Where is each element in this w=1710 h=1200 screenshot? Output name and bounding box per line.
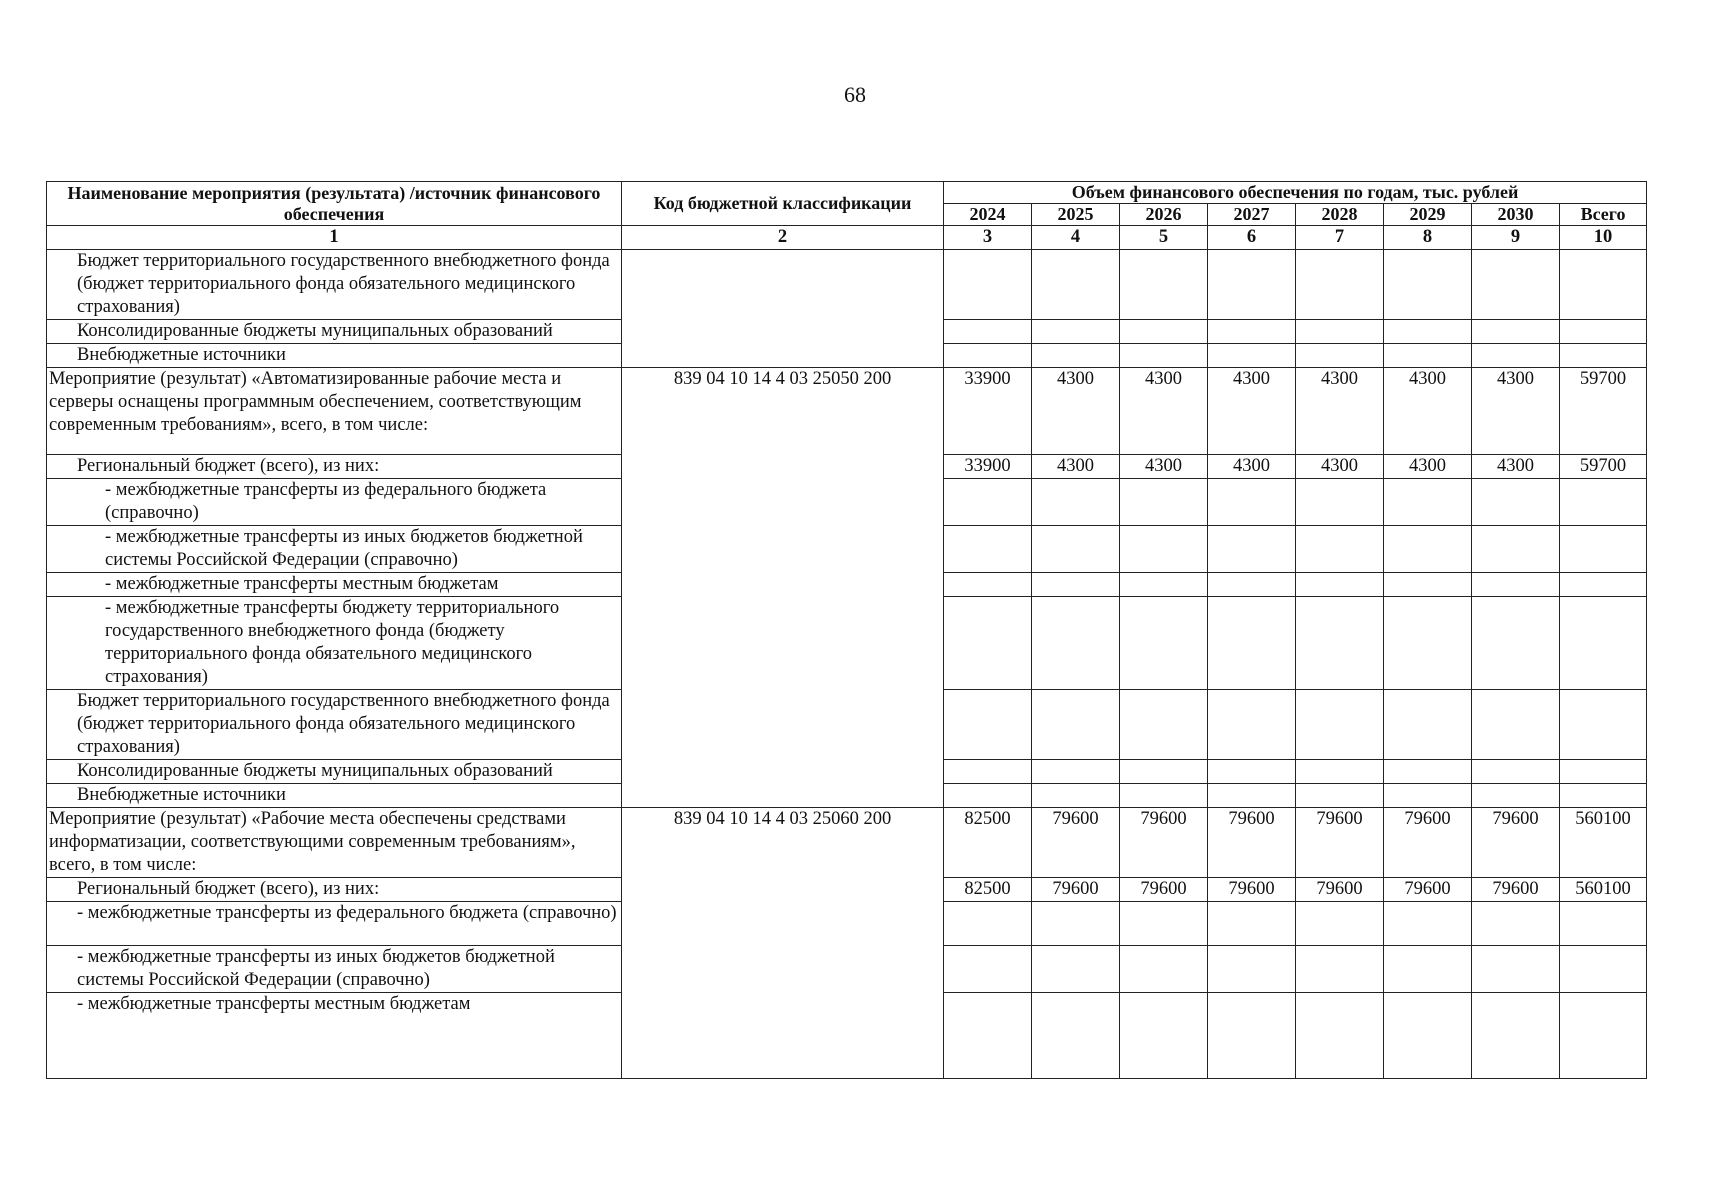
header-year: 2027: [1208, 204, 1296, 226]
value-year: [1296, 250, 1384, 320]
header-row-1: [47, 182, 1647, 204]
row-name: Консолидированные бюджеты муниципальных образований: [47, 760, 622, 784]
value-year: [944, 320, 1032, 344]
value-year: [1120, 344, 1208, 368]
value-year: [1032, 320, 1120, 344]
value-year: 4300: [1384, 368, 1472, 455]
value-year: 79600: [1032, 878, 1120, 902]
value-year: [1208, 573, 1296, 597]
row-name: Внебюджетные источники: [47, 344, 622, 368]
value-year: [944, 597, 1032, 690]
value-year: 33900: [944, 368, 1032, 455]
value-total: [1560, 320, 1647, 344]
row-name: Мероприятие (результат) «Рабочие места обеспечены средствами информатизации, соответствующими современным требованиям», всего, в том числе:: [47, 808, 622, 878]
budget-code: 839 04 10 14 4 03 25050 200: [622, 368, 944, 808]
value-year: [1120, 573, 1208, 597]
value-year: 79600: [1208, 808, 1296, 878]
header-code: Код бюджетной классификации: [622, 182, 944, 226]
row-name: Региональный бюджет (всего), из них:: [47, 878, 622, 902]
value-year: 79600: [1296, 808, 1384, 878]
value-year: [1296, 946, 1384, 993]
value-year: [1032, 526, 1120, 573]
value-year: [1208, 250, 1296, 320]
value-year: [1120, 760, 1208, 784]
value-year: [944, 902, 1032, 946]
value-year: [944, 690, 1032, 760]
value-year: [1472, 690, 1560, 760]
row-name: - межбюджетные трансферты местным бюджетам: [47, 993, 622, 1079]
row-name: - межбюджетные трансферты из федерального бюджета (справочно): [47, 479, 622, 526]
column-index: 10: [1560, 226, 1647, 250]
value-year: [1384, 573, 1472, 597]
column-index: 4: [1032, 226, 1120, 250]
column-index: 6: [1208, 226, 1296, 250]
table-row: [47, 808, 1647, 878]
value-year: 4300: [1296, 455, 1384, 479]
budget-code: 839 04 10 14 4 03 25060 200: [622, 808, 944, 1079]
value-year: [1208, 344, 1296, 368]
value-year: [1384, 479, 1472, 526]
header-year: 2028: [1296, 204, 1384, 226]
row-name: - межбюджетные трансферты бюджету территориального государственного внебюджетного фонда (бюджету территориального фонда обязательного медицинского страхования): [47, 597, 622, 690]
value-total: [1560, 573, 1647, 597]
value-year: [1384, 784, 1472, 808]
value-year: 82500: [944, 808, 1032, 878]
value-year: [1120, 479, 1208, 526]
value-year: 4300: [1472, 455, 1560, 479]
value-year: 82500: [944, 878, 1032, 902]
row-name: Внебюджетные источники: [47, 784, 622, 808]
value-year: [944, 526, 1032, 573]
value-year: [1472, 573, 1560, 597]
value-year: [1208, 597, 1296, 690]
value-year: [1472, 760, 1560, 784]
value-total: [1560, 946, 1647, 993]
value-year: [1032, 946, 1120, 993]
column-index: 1: [47, 226, 622, 250]
header-volume: Объем финансового обеспечения по годам, тыс. рублей: [944, 182, 1647, 204]
value-year: [1296, 479, 1384, 526]
column-index: 9: [1472, 226, 1560, 250]
financing-table: [46, 181, 1647, 1079]
value-year: 4300: [1032, 455, 1120, 479]
value-year: [1208, 690, 1296, 760]
value-year: [1296, 690, 1384, 760]
value-year: [1120, 250, 1208, 320]
value-year: [1296, 993, 1384, 1079]
table-row: [47, 368, 1647, 455]
value-year: [1472, 784, 1560, 808]
value-year: 4300: [1208, 368, 1296, 455]
value-year: [944, 760, 1032, 784]
value-total: [1560, 760, 1647, 784]
value-year: [1296, 320, 1384, 344]
value-year: [1120, 784, 1208, 808]
row-name: - межбюджетные трансферты из федерального бюджета (справочно): [47, 902, 622, 946]
value-year: [1208, 760, 1296, 784]
value-year: 4300: [1032, 368, 1120, 455]
value-total: 59700: [1560, 455, 1647, 479]
value-year: 79600: [1472, 808, 1560, 878]
value-year: [1032, 784, 1120, 808]
value-year: [1120, 320, 1208, 344]
value-year: 79600: [1120, 808, 1208, 878]
value-year: [1296, 344, 1384, 368]
value-year: 4300: [1472, 368, 1560, 455]
column-index: 5: [1120, 226, 1208, 250]
value-total: [1560, 479, 1647, 526]
value-year: [1384, 690, 1472, 760]
value-year: [1032, 573, 1120, 597]
value-year: [1120, 526, 1208, 573]
value-total: [1560, 526, 1647, 573]
value-year: [1120, 690, 1208, 760]
value-total: [1560, 597, 1647, 690]
row-name: - межбюджетные трансферты местным бюджетам: [47, 573, 622, 597]
value-year: [1296, 902, 1384, 946]
value-total: [1560, 250, 1647, 320]
value-year: 4300: [1120, 368, 1208, 455]
row-name: Бюджет территориального государственного внебюджетного фонда (бюджет территориального фонда обязательного медицинского страхования): [47, 690, 622, 760]
header-year: 2030: [1472, 204, 1560, 226]
value-year: [1120, 902, 1208, 946]
header-year: 2024: [944, 204, 1032, 226]
value-year: [1032, 479, 1120, 526]
value-year: [944, 250, 1032, 320]
value-year: [1208, 784, 1296, 808]
column-index: 2: [622, 226, 944, 250]
value-year: [944, 784, 1032, 808]
value-year: [1208, 479, 1296, 526]
header-index-row: [47, 226, 1647, 250]
budget-code: [622, 250, 944, 368]
value-year: [1384, 320, 1472, 344]
value-year: [944, 344, 1032, 368]
value-year: [1208, 993, 1296, 1079]
value-year: [1472, 479, 1560, 526]
value-year: [1208, 320, 1296, 344]
page-number: 68: [844, 82, 866, 107]
value-year: [1472, 946, 1560, 993]
value-year: [944, 993, 1032, 1079]
value-year: [1384, 344, 1472, 368]
value-total: [1560, 993, 1647, 1079]
column-index: 3: [944, 226, 1032, 250]
value-year: [1296, 526, 1384, 573]
value-year: [1384, 526, 1472, 573]
row-name: - межбюджетные трансферты из иных бюджетов бюджетной системы Российской Федерации (справочно): [47, 946, 622, 993]
value-year: [1208, 902, 1296, 946]
header-year: 2025: [1032, 204, 1120, 226]
value-total: [1560, 690, 1647, 760]
value-year: [1472, 250, 1560, 320]
value-year: [1384, 902, 1472, 946]
value-year: 4300: [1296, 368, 1384, 455]
value-year: [944, 946, 1032, 993]
value-year: [1472, 902, 1560, 946]
value-year: [1032, 597, 1120, 690]
table-body: [47, 250, 1647, 1079]
value-year: [1032, 690, 1120, 760]
value-year: [1032, 250, 1120, 320]
value-year: 4300: [1384, 455, 1472, 479]
value-year: 79600: [1384, 808, 1472, 878]
value-year: 4300: [1120, 455, 1208, 479]
value-year: [1472, 320, 1560, 344]
value-year: 79600: [1296, 878, 1384, 902]
value-year: [1384, 250, 1472, 320]
value-year: [944, 573, 1032, 597]
value-year: [1296, 573, 1384, 597]
column-index: 7: [1296, 226, 1384, 250]
row-name: Мероприятие (результат) «Автоматизированные рабочие места и серверы оснащены программным обеспечением, соответствующим современным требованиям», всего, в том числе:: [47, 368, 622, 455]
value-year: 79600: [1208, 878, 1296, 902]
value-year: [1384, 597, 1472, 690]
value-year: [1032, 993, 1120, 1079]
value-year: [1472, 526, 1560, 573]
row-name: - межбюджетные трансферты из иных бюджетов бюджетной системы Российской Федерации (справочно): [47, 526, 622, 573]
value-year: [1120, 993, 1208, 1079]
value-year: [1032, 760, 1120, 784]
value-year: 79600: [1472, 878, 1560, 902]
value-year: 79600: [1384, 878, 1472, 902]
value-year: [1384, 993, 1472, 1079]
value-year: 4300: [1208, 455, 1296, 479]
value-total: 560100: [1560, 808, 1647, 878]
value-year: [1208, 946, 1296, 993]
value-year: [1384, 946, 1472, 993]
value-year: [1296, 760, 1384, 784]
value-year: 33900: [944, 455, 1032, 479]
header-name: Наименование мероприятия (результата) /источник финансового обеспечения: [47, 182, 622, 226]
header-total: Всего: [1560, 204, 1647, 226]
value-year: 79600: [1120, 878, 1208, 902]
value-year: [1384, 760, 1472, 784]
value-year: 79600: [1032, 808, 1120, 878]
value-total: [1560, 902, 1647, 946]
value-total: 560100: [1560, 878, 1647, 902]
value-year: [1296, 784, 1384, 808]
row-name: Консолидированные бюджеты муниципальных образований: [47, 320, 622, 344]
value-year: [1472, 993, 1560, 1079]
value-total: [1560, 344, 1647, 368]
row-name: Бюджет территориального государственного внебюджетного фонда (бюджет территориального фонда обязательного медицинского страхования): [47, 250, 622, 320]
value-year: [1120, 597, 1208, 690]
header-year: 2029: [1384, 204, 1472, 226]
value-year: [1208, 526, 1296, 573]
value-year: [1032, 344, 1120, 368]
row-name: Региональный бюджет (всего), из них:: [47, 455, 622, 479]
value-year: [1032, 902, 1120, 946]
value-year: [944, 479, 1032, 526]
value-year: [1472, 597, 1560, 690]
value-total: 59700: [1560, 368, 1647, 455]
value-year: [1472, 344, 1560, 368]
column-index: 8: [1384, 226, 1472, 250]
header-year: 2026: [1120, 204, 1208, 226]
value-year: [1120, 946, 1208, 993]
table-row: [47, 250, 1647, 320]
value-total: [1560, 784, 1647, 808]
value-year: [1296, 597, 1384, 690]
